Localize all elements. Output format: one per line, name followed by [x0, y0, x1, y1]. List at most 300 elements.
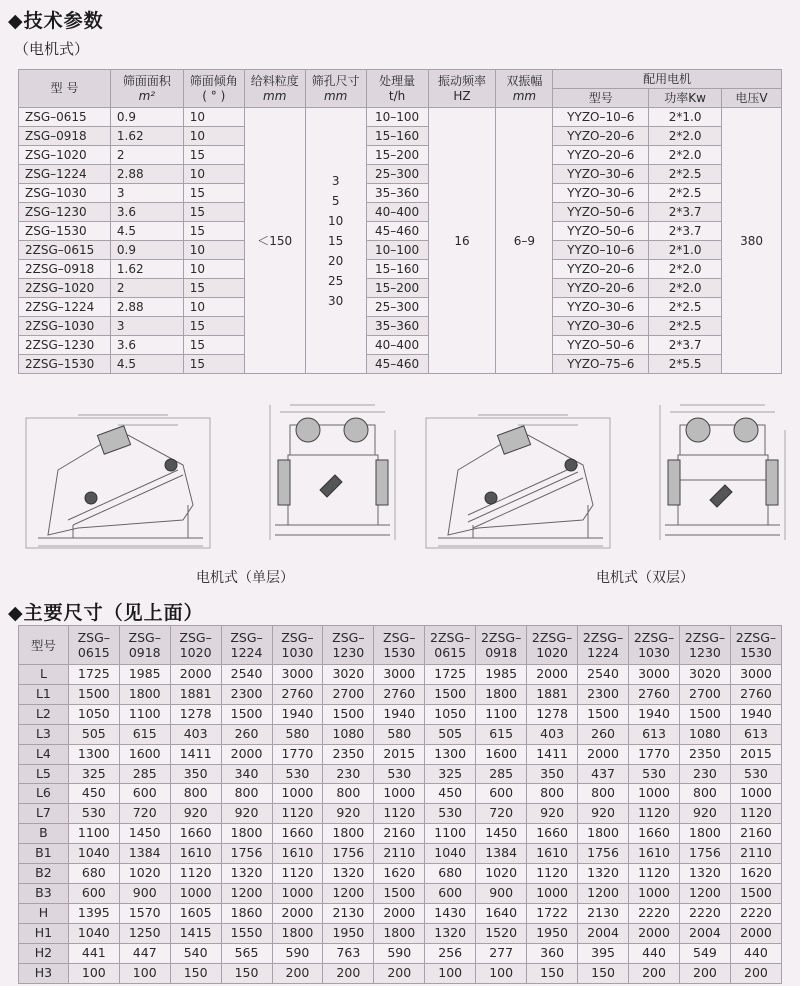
- dims-value: 1430: [425, 903, 476, 923]
- hole-size-value: 15: [328, 233, 344, 248]
- dims-value: 1000: [527, 883, 578, 903]
- caption-single-layer: 电机式（单层）: [196, 570, 294, 586]
- dims-row: [19, 804, 782, 824]
- dims-value: 450: [68, 784, 119, 804]
- model-prefix: ZSG–: [332, 630, 365, 645]
- dims-value: 2000: [374, 903, 425, 923]
- model-number: 0615: [434, 645, 467, 660]
- dims-header-model: [527, 626, 578, 665]
- dims-value: 1660: [272, 824, 323, 844]
- header-model: 型 号: [19, 70, 111, 108]
- spec-model: 2ZSG–1530: [19, 355, 111, 374]
- dims-value: 1278: [170, 704, 221, 724]
- dims-value: 1725: [425, 665, 476, 685]
- spec-capacity: 15–200: [366, 146, 428, 165]
- spec-row: [19, 222, 782, 241]
- dims-value: 2000: [578, 744, 629, 764]
- spec-model: 2ZSG–0615: [19, 241, 111, 260]
- dims-value: 1200: [221, 883, 272, 903]
- dims-value: 2220: [730, 903, 781, 923]
- dims-value: 1050: [425, 704, 476, 724]
- dims-value: 1000: [629, 883, 680, 903]
- dims-value: 720: [119, 804, 170, 824]
- spec-row: [19, 317, 782, 336]
- spec-frequency: 16: [428, 108, 496, 374]
- section-title-dimensions: ◆主要尺寸（见上面）: [8, 602, 204, 624]
- header-angle: 筛面倾角 ( ° ): [183, 70, 244, 108]
- dims-value: 1320: [679, 864, 730, 884]
- model-number: 1530: [383, 645, 416, 660]
- dims-value: 1320: [221, 864, 272, 884]
- dims-value: 800: [170, 784, 221, 804]
- spec-motor-model: YYZO–50–6: [553, 222, 649, 241]
- dims-value: 1985: [476, 665, 527, 685]
- dims-value: 920: [323, 804, 374, 824]
- dims-value: 1756: [221, 844, 272, 864]
- dims-row-label: B: [19, 824, 69, 844]
- dims-value: 3020: [679, 665, 730, 685]
- spec-motor-model: YYZO–30–6: [553, 184, 649, 203]
- dims-value: 2760: [374, 684, 425, 704]
- dims-value: 1660: [170, 824, 221, 844]
- spec-area: 4.5: [110, 222, 183, 241]
- header-hole: 筛孔尺寸 mm: [305, 70, 366, 108]
- dims-value: 2110: [730, 844, 781, 864]
- model-prefix: ZSG–: [77, 630, 111, 645]
- spec-area: 2: [110, 146, 183, 165]
- dims-value: 403: [170, 724, 221, 744]
- spec-angle: 10: [183, 260, 244, 279]
- spec-row: [19, 279, 782, 298]
- dims-value: 1500: [374, 883, 425, 903]
- spec-row: [19, 298, 782, 317]
- dims-value: 580: [272, 724, 323, 744]
- header-freq: 振动频率 HZ: [428, 70, 496, 108]
- dims-value: 1550: [221, 923, 272, 943]
- model-number: 1530: [740, 645, 772, 660]
- dims-value: 2000: [527, 665, 578, 685]
- dims-row-label: B3: [19, 883, 69, 903]
- dims-row: [19, 883, 782, 903]
- dims-value: 920: [221, 804, 272, 824]
- model-number: 1230: [332, 645, 365, 660]
- header-capacity: 处理量 t/h: [366, 70, 428, 108]
- dims-value: 1610: [527, 844, 578, 864]
- spec-model: 2ZSG–1030: [19, 317, 111, 336]
- dims-value: 2540: [221, 665, 272, 685]
- dims-row: [19, 943, 782, 963]
- dims-value: 260: [578, 724, 629, 744]
- dims-value: 1120: [629, 864, 680, 884]
- spec-motor-power: 2*2.0: [649, 127, 722, 146]
- model-number: 1230: [689, 645, 721, 660]
- hole-size-value: 20: [328, 253, 344, 268]
- spec-motor-model: YYZO–20–6: [553, 260, 649, 279]
- dims-row: [19, 724, 782, 744]
- spec-table: [18, 69, 782, 374]
- dims-value: 1860: [221, 903, 272, 923]
- dims-value: 2220: [629, 903, 680, 923]
- dims-value: 230: [323, 764, 374, 784]
- spec-angle: 10: [183, 127, 244, 146]
- dims-value: 150: [221, 963, 272, 983]
- hole-size-value: 5: [331, 193, 340, 208]
- header-area: 筛面面积 m²: [110, 70, 183, 108]
- spec-motor-power: 2*2.5: [649, 184, 722, 203]
- spec-angle: 15: [183, 317, 244, 336]
- spec-motor-model: YYZO–20–6: [553, 127, 649, 146]
- dims-value: 1000: [629, 784, 680, 804]
- dims-row: [19, 684, 782, 704]
- dims-value: 1500: [578, 704, 629, 724]
- spec-angle: 10: [183, 298, 244, 317]
- section-subtitle-motor: （电机式）: [14, 40, 90, 58]
- dims-value: 1520: [476, 923, 527, 943]
- dims-value: 1020: [476, 864, 527, 884]
- dims-value: 600: [68, 883, 119, 903]
- spec-angle: 10: [183, 241, 244, 260]
- dims-value: 1800: [221, 824, 272, 844]
- spec-capacity: 10–100: [366, 241, 428, 260]
- dims-header-model: [119, 626, 170, 665]
- dims-row: [19, 903, 782, 923]
- spec-model: ZSG–1224: [19, 165, 111, 184]
- dims-value: 1800: [374, 923, 425, 943]
- dims-value: 1600: [119, 744, 170, 764]
- dims-value: 565: [221, 943, 272, 963]
- dims-value: 1000: [272, 883, 323, 903]
- spec-row: [19, 355, 782, 374]
- dims-value: 800: [323, 784, 374, 804]
- model-prefix: ZSG–: [128, 630, 161, 645]
- dims-value: 2160: [730, 824, 781, 844]
- dims-value: 2000: [730, 923, 781, 943]
- dims-value: 615: [476, 724, 527, 744]
- model-prefix: 2ZSG–: [582, 630, 624, 645]
- dims-value: 1040: [425, 844, 476, 864]
- dims-value: 3020: [323, 665, 374, 685]
- spec-capacity: 15–200: [366, 279, 428, 298]
- spec-area: 0.9: [110, 241, 183, 260]
- spec-capacity: 15–160: [366, 260, 428, 279]
- spec-area: 0.9: [110, 108, 183, 127]
- model-number: 0918: [128, 645, 161, 660]
- spec-capacity: 35–360: [366, 184, 428, 203]
- spec-capacity: 45–460: [366, 355, 428, 374]
- diagram-single-front: [260, 400, 400, 560]
- spec-row: [19, 127, 782, 146]
- dims-value: 200: [730, 963, 781, 983]
- spec-area: 1.62: [110, 127, 183, 146]
- dims-value: 2350: [323, 744, 374, 764]
- spec-capacity: 10–100: [366, 108, 428, 127]
- spec-model: 2ZSG–1020: [19, 279, 111, 298]
- dims-value: 2015: [730, 744, 781, 764]
- spec-motor-model: YYZO–50–6: [553, 203, 649, 222]
- dims-value: 920: [578, 804, 629, 824]
- spec-motor-power: 2*3.7: [649, 222, 722, 241]
- spec-amplitude: 6–9: [496, 108, 553, 374]
- dims-value: 1080: [679, 724, 730, 744]
- dims-value: 2760: [730, 684, 781, 704]
- spec-motor-model: YYZO–75–6: [553, 355, 649, 374]
- dims-value: 2300: [221, 684, 272, 704]
- dims-value: 1500: [221, 704, 272, 724]
- dims-header-model: [323, 626, 374, 665]
- spec-motor-power: 2*2.5: [649, 317, 722, 336]
- dims-value: 447: [119, 943, 170, 963]
- dims-value: 1756: [679, 844, 730, 864]
- dims-value: 590: [272, 943, 323, 963]
- dims-value: 1770: [272, 744, 323, 764]
- dims-value: 200: [679, 963, 730, 983]
- spec-motor-power: 2*2.5: [649, 165, 722, 184]
- dims-value: 1250: [119, 923, 170, 943]
- dims-row-label: L6: [19, 784, 69, 804]
- dims-value: 1300: [68, 744, 119, 764]
- spec-capacity: 45–460: [366, 222, 428, 241]
- spec-model: ZSG–1530: [19, 222, 111, 241]
- spec-model: ZSG–1230: [19, 203, 111, 222]
- dims-value: 1620: [374, 864, 425, 884]
- dims-value: 1120: [730, 804, 781, 824]
- model-number: 1030: [638, 645, 670, 660]
- dims-value: 440: [629, 943, 680, 963]
- dims-value: 350: [527, 764, 578, 784]
- model-prefix: ZSG–: [179, 630, 212, 645]
- dims-value: 3000: [272, 665, 323, 685]
- spec-area: 3.6: [110, 336, 183, 355]
- dims-value: 2130: [323, 903, 374, 923]
- dims-value: 440: [730, 943, 781, 963]
- dims-value: 1100: [119, 704, 170, 724]
- dims-value: 1200: [578, 883, 629, 903]
- dims-row-label: H2: [19, 943, 69, 963]
- dims-value: 1500: [730, 883, 781, 903]
- model-number: 0615: [77, 645, 110, 660]
- dims-value: 1100: [425, 824, 476, 844]
- dims-value: 1384: [119, 844, 170, 864]
- hole-size-value: 30: [328, 293, 344, 308]
- spec-capacity: 40–400: [366, 203, 428, 222]
- diagram-double-front: [650, 400, 790, 560]
- spec-hole-sizes: [305, 108, 366, 374]
- dims-row-label: B2: [19, 864, 69, 884]
- dims-value: 2110: [374, 844, 425, 864]
- dims-value: 1040: [68, 844, 119, 864]
- dims-value: 800: [221, 784, 272, 804]
- dims-value: 1756: [578, 844, 629, 864]
- dims-value: 1800: [578, 824, 629, 844]
- spec-motor-model: YYZO–20–6: [553, 279, 649, 298]
- dims-value: 2350: [679, 744, 730, 764]
- dims-value: 1080: [323, 724, 374, 744]
- dims-value: 1940: [629, 704, 680, 724]
- dims-value: 1725: [68, 665, 119, 685]
- dims-value: 1120: [527, 864, 578, 884]
- dims-value: 200: [374, 963, 425, 983]
- dims-row: [19, 764, 782, 784]
- dims-value: 3000: [629, 665, 680, 685]
- spec-angle: 15: [183, 355, 244, 374]
- model-prefix: 2ZSG–: [633, 630, 675, 645]
- dims-value: 1120: [629, 804, 680, 824]
- dims-row: [19, 844, 782, 864]
- model-number: 1020: [179, 645, 212, 660]
- dims-value: 2220: [679, 903, 730, 923]
- dims-header-model: [221, 626, 272, 665]
- dims-value: 549: [679, 943, 730, 963]
- dims-value: 1040: [68, 923, 119, 943]
- spec-angle: 15: [183, 203, 244, 222]
- dims-value: 1756: [323, 844, 374, 864]
- dims-value: 1120: [170, 864, 221, 884]
- header-amp: 双振幅 mm: [496, 70, 553, 108]
- diagram-single-side: [18, 410, 218, 560]
- dims-value: 1600: [476, 744, 527, 764]
- spec-angle: 15: [183, 146, 244, 165]
- dims-row: [19, 744, 782, 764]
- dims-header-model: [374, 626, 425, 665]
- dims-row-label: L7: [19, 804, 69, 824]
- spec-angle: 10: [183, 108, 244, 127]
- dims-row: [19, 923, 782, 943]
- diagram-double-side: [418, 410, 618, 560]
- dims-value: 800: [527, 784, 578, 804]
- dims-value: 590: [374, 943, 425, 963]
- dims-value: 580: [374, 724, 425, 744]
- dims-value: 100: [425, 963, 476, 983]
- spec-feed-size: ＜150: [244, 108, 305, 374]
- dims-value: 2300: [578, 684, 629, 704]
- dims-value: 1940: [730, 704, 781, 724]
- dims-value: 2015: [374, 744, 425, 764]
- dims-value: 1620: [730, 864, 781, 884]
- spec-row: [19, 184, 782, 203]
- spec-motor-model: YYZO–30–6: [553, 298, 649, 317]
- spec-area: 1.62: [110, 260, 183, 279]
- dims-value: 600: [425, 883, 476, 903]
- dims-value: 920: [679, 804, 730, 824]
- dims-value: 1395: [68, 903, 119, 923]
- spec-motor-power: 2*5.5: [649, 355, 722, 374]
- dims-value: 900: [119, 883, 170, 903]
- dims-value: 1000: [730, 784, 781, 804]
- dims-value: 325: [68, 764, 119, 784]
- dims-value: 1500: [679, 704, 730, 724]
- spec-row: [19, 203, 782, 222]
- spec-voltage: 380: [722, 108, 782, 374]
- dims-value: 1800: [679, 824, 730, 844]
- model-prefix: 2ZSG–: [480, 630, 522, 645]
- dims-value: 1610: [272, 844, 323, 864]
- dims-value: 530: [272, 764, 323, 784]
- dims-header-corner: 型号: [19, 626, 69, 665]
- dims-value: 530: [425, 804, 476, 824]
- dims-value: 2000: [629, 923, 680, 943]
- spec-angle: 15: [183, 222, 244, 241]
- spec-motor-model: YYZO–10–6: [553, 241, 649, 260]
- dims-value: 150: [527, 963, 578, 983]
- dimensions-table: [18, 625, 782, 984]
- dims-value: 800: [578, 784, 629, 804]
- dims-value: 505: [425, 724, 476, 744]
- dims-value: 1050: [68, 704, 119, 724]
- dims-value: 1660: [527, 824, 578, 844]
- dims-value: 441: [68, 943, 119, 963]
- dims-value: 1500: [68, 684, 119, 704]
- spec-angle: 10: [183, 165, 244, 184]
- spec-area: 3.6: [110, 203, 183, 222]
- dims-value: 2760: [629, 684, 680, 704]
- spec-row: [19, 241, 782, 260]
- dims-value: 1200: [323, 883, 374, 903]
- dims-header-model: [679, 626, 730, 665]
- dims-row-label: L: [19, 665, 69, 685]
- dims-row-label: H3: [19, 963, 69, 983]
- spec-row: [19, 165, 782, 184]
- dims-value: 2000: [221, 744, 272, 764]
- dims-value: 403: [527, 724, 578, 744]
- model-number: 1224: [587, 645, 619, 660]
- section-title-specs: ◆技术参数: [8, 10, 104, 32]
- dims-value: 1000: [374, 784, 425, 804]
- dims-value: 1411: [170, 744, 221, 764]
- dims-value: 1450: [476, 824, 527, 844]
- dims-value: 256: [425, 943, 476, 963]
- model-prefix: 2ZSG–: [735, 630, 777, 645]
- dims-value: 2760: [272, 684, 323, 704]
- dims-value: 1605: [170, 903, 221, 923]
- dims-value: 680: [425, 864, 476, 884]
- dims-value: 800: [679, 784, 730, 804]
- spec-motor-model: YYZO–30–6: [553, 165, 649, 184]
- spec-model: 2ZSG–0918: [19, 260, 111, 279]
- spec-area: 4.5: [110, 355, 183, 374]
- spec-capacity: 35–360: [366, 317, 428, 336]
- dims-value: 2700: [679, 684, 730, 704]
- dims-value: 2004: [679, 923, 730, 943]
- dims-value: 680: [68, 864, 119, 884]
- dims-header-model: [476, 626, 527, 665]
- dims-value: 1120: [374, 804, 425, 824]
- spec-angle: 15: [183, 336, 244, 355]
- dims-value: 285: [476, 764, 527, 784]
- spec-area: 2.88: [110, 298, 183, 317]
- dims-row: [19, 864, 782, 884]
- dims-row-label: H1: [19, 923, 69, 943]
- spec-row: [19, 108, 782, 127]
- dims-value: 900: [476, 883, 527, 903]
- dims-value: 1722: [527, 903, 578, 923]
- spec-motor-power: 2*3.7: [649, 336, 722, 355]
- spec-motor-power: 2*1.0: [649, 241, 722, 260]
- dims-value: 1450: [119, 824, 170, 844]
- dims-value: 2700: [323, 684, 374, 704]
- spec-area: 3: [110, 184, 183, 203]
- model-prefix: 2ZSG–: [531, 630, 573, 645]
- dims-value: 600: [476, 784, 527, 804]
- dims-value: 260: [221, 724, 272, 744]
- spec-row: [19, 260, 782, 279]
- model-number: 1020: [536, 645, 568, 660]
- dims-header-model: [425, 626, 476, 665]
- spec-model: 2ZSG–1224: [19, 298, 111, 317]
- dims-value: 1500: [425, 684, 476, 704]
- spec-motor-power: 2*1.0: [649, 108, 722, 127]
- dims-value: 2000: [272, 903, 323, 923]
- dims-value: 600: [119, 784, 170, 804]
